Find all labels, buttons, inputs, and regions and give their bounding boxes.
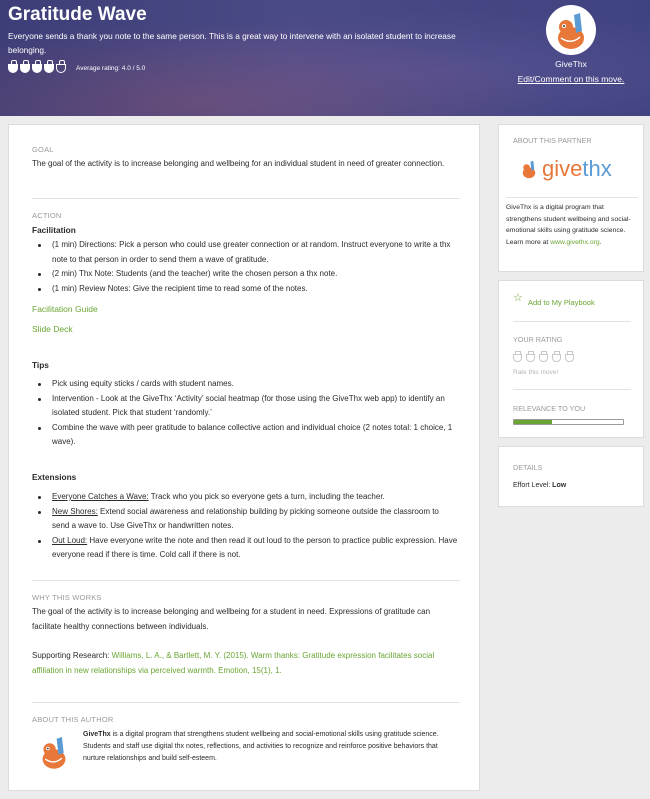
effort-value: Low	[552, 482, 567, 489]
mascot-icon	[546, 5, 596, 55]
author-avatar	[32, 730, 76, 774]
move-content	[8, 124, 480, 791]
page-header	[0, 0, 650, 116]
action-label: ACTION	[32, 211, 62, 220]
partner-avatar[interactable]	[546, 5, 596, 55]
list-item	[32, 534, 458, 563]
partner-text: GiveThx is a digital program that strengthens student wellbeing and social-emotional skills using gratitude science. Learn more at	[506, 204, 631, 246]
partner-website-link[interactable]: www.givethx.org	[550, 238, 600, 246]
extensions-list	[32, 490, 458, 563]
partner-description	[506, 202, 638, 248]
rate-cup-icon[interactable]	[552, 354, 561, 362]
rating-cup-icon	[44, 64, 54, 73]
relevance-bar-fill	[514, 420, 552, 424]
extension-term: New Shores:	[52, 506, 98, 516]
author-text: is a digital program that strengthens student wellbeing and social-emotional skills using gratitude science. Students and staff use digital thx notes, reflections, and activities to recognize and reinforce positive behaviors that nurture relationships and build self-esteem.	[83, 731, 439, 762]
page-description: Everyone sends a thank you note to the same person. This is a great way to intervene with an isolated student to increase belonging.	[8, 31, 456, 55]
list-item	[32, 490, 458, 505]
your-rating-label: YOUR RATING	[513, 335, 563, 344]
list-item: Intervention - Look at the GiveThx ‘Activity’ social heatmap (for those using the GiveThx web app) to identify an isolated student. Pick that student ‘randomly.’	[32, 392, 458, 421]
divider	[513, 321, 631, 322]
mascot-icon	[517, 155, 541, 183]
list-item: (1 min) Directions: Pick a person who could use greater connection or at random. Instruct everyone to write a thx note to that person in order to send them a wave of gratitude.	[32, 238, 458, 267]
goal-text: The goal of the activity is to increase belonging and wellbeing for an individual student in need of greater connection.	[32, 159, 445, 168]
partner-name: GiveThx	[555, 59, 587, 69]
edit-comment-link[interactable]: Edit/Comment on this move.	[517, 74, 625, 84]
relevance-bar	[513, 419, 624, 425]
rate-cup-icon[interactable]	[526, 354, 535, 362]
divider	[32, 702, 460, 703]
add-to-playbook-link[interactable]: Add to My Playbook	[528, 298, 595, 307]
tips-title: Tips	[32, 360, 49, 370]
page-title: Gratitude Wave	[8, 4, 147, 25]
facilitation-list	[32, 238, 458, 296]
logo-give: give	[542, 156, 583, 181]
rating-cup-empty-icon	[56, 64, 66, 73]
research-prefix: Supporting Research:	[32, 651, 112, 660]
research-link[interactable]: Williams, L. A., & Bartlett, M. Y. (2015). Warm thanks: Gratitude expression facilitates social affiliation in new relationships via perceived warmth. Emotion, 15(1), 1.	[32, 651, 435, 675]
extensions-title: Extensions	[32, 472, 77, 482]
extension-text: Extend social awareness and relationship building by picking someone outside the classroom to send a wave to. Use GiveThx or handwritten notes.	[52, 506, 439, 530]
list-item: (1 min) Review Notes: Give the recipient time to read some of the notes.	[32, 282, 458, 297]
divider	[32, 198, 460, 199]
logo-thx: thx	[582, 156, 612, 181]
why-label: WHY THIS WORKS	[32, 593, 102, 602]
facilitation-title: Facilitation	[32, 225, 76, 235]
tips-list	[32, 377, 458, 450]
rate-cup-icon[interactable]	[539, 354, 548, 362]
rating-cup-icon	[8, 64, 18, 73]
rate-cup-icon[interactable]	[565, 354, 574, 362]
rating-text: Average rating: 4.0 / 5.0	[76, 65, 146, 72]
details-card	[498, 446, 644, 507]
rate-prompt: Rate this move!	[513, 369, 559, 376]
partner-card	[498, 124, 644, 272]
mascot-icon	[32, 730, 76, 774]
divider	[506, 197, 638, 198]
partner-label: ABOUT THIS PARTNER	[513, 136, 592, 145]
list-item: (2 min) Thx Note: Students (and the teacher) write the chosen person a thx note.	[32, 267, 458, 282]
star-outline-icon[interactable]: ☆	[513, 292, 523, 304]
relevance-label: RELEVANCE TO YOU	[513, 404, 586, 413]
effort-label: Effort Level:	[513, 482, 553, 489]
author-bio	[83, 729, 458, 765]
rating-cup-icon	[32, 64, 42, 73]
supporting-research	[32, 649, 458, 678]
details-label: DETAILS	[513, 463, 543, 472]
partner-text-end: .	[599, 238, 602, 246]
list-item: Combine the wave with peer gratitude to balance collective action and individual choice (2 notes total: 1 choice, 1 wave).	[32, 421, 458, 450]
average-rating	[8, 64, 145, 73]
rate-cup-icon[interactable]	[513, 354, 522, 362]
extension-term: Everyone Catches a Wave:	[52, 492, 149, 501]
givethx-logo[interactable]	[517, 155, 612, 183]
facilitation-guide-link[interactable]: Facilitation Guide	[32, 304, 98, 314]
divider	[513, 389, 631, 390]
list-item: Pick using equity sticks / cards with student names.	[32, 377, 458, 392]
list-item	[32, 505, 458, 534]
author-label: ABOUT THIS AUTHOR	[32, 715, 114, 724]
rating-input[interactable]	[513, 354, 578, 362]
extension-term: Out Loud:	[52, 535, 88, 545]
effort-level	[513, 482, 566, 489]
why-text: The goal of the activity is to increase belonging and wellbeing for a student in need. Expressions of gratitude can facilitate healthy connections between individuals.	[32, 607, 431, 631]
extension-text: Track who you pick so everyone gets a turn, including the teacher.	[148, 492, 385, 501]
author-name: GiveThx	[83, 731, 111, 738]
divider	[32, 580, 460, 581]
slide-deck-link[interactable]: Slide Deck	[32, 324, 73, 334]
goal-label: GOAL	[32, 145, 54, 154]
rating-cup-icon	[20, 64, 30, 73]
actions-card	[498, 280, 644, 438]
extension-text: Have everyone write the note and then read it out loud to the person to practice public expression. Have everyone read if there is time. Cold call if there is not.	[52, 535, 458, 559]
